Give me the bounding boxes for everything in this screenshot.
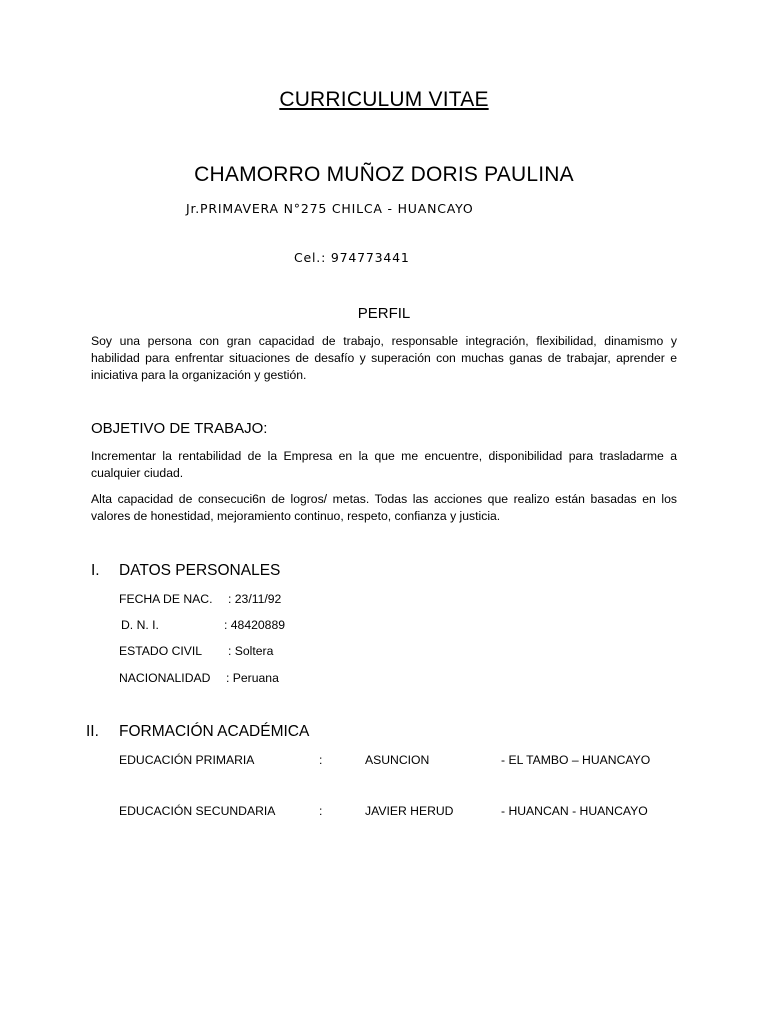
school-name: JAVIER HERUD [365,804,454,818]
field-value: : Soltera [228,644,274,658]
perfil-heading: PERFIL [357,305,411,322]
field-label: FECHA DE NAC. [119,592,213,606]
field-label: D. N. I. [121,618,159,632]
person-name: CHAMORRO MUÑOZ DORIS PAULINA [194,163,574,186]
section-number: I. [91,562,100,579]
field-label: NACIONALIDAD [119,671,211,685]
field-value: : 23/11/92 [228,592,282,606]
phone-number: Cel.: 974773441 [294,250,410,265]
education-level: EDUCACIÓN PRIMARIA [119,753,255,767]
separator: : [319,753,323,767]
section-number: II. [86,723,99,740]
section-title: DATOS PERSONALES [119,562,281,579]
address: Jr.PRIMAVERA N°275 CHILCA - HUANCAYO [186,201,474,216]
field-value: : 48420889 [224,618,285,632]
perfil-text: Soy una persona con gran capacidad de trabajo, responsable integración, flexibilidad, dinamismo y habilidad para enfrentar situaciones de desafío y superación con muchas ganas de trabajar, aprender e iniciativa para la organización y gestión. [91,334,677,382]
school-location: - HUANCAN - HUANCAYO [501,804,648,818]
school-name: ASUNCION [365,753,430,767]
school-location: - EL TAMBO – HUANCAYO [501,753,651,767]
objetivo-paragraph: Incrementar la rentabilidad de la Empresa en la que me encuentre, disponibilidad para trasladarme a cualquier ciudad. [91,449,677,480]
field-label: ESTADO CIVIL [119,644,203,658]
field-value: : Peruana [226,671,279,685]
education-level: EDUCACIÓN SECUNDARIA [119,804,276,818]
objetivo-heading: OBJETIVO DE TRABAJO: [91,420,268,437]
objetivo-paragraph: Alta capacidad de consecuci6n de logros/ metas. Todas las acciones que realizo están basadas en los valores de honestidad, mejoramiento continuo, respeto, confianza y justicia. [91,492,677,523]
document-title: CURRICULUM VITAE [279,88,489,111]
separator: : [319,804,323,818]
section-title: FORMACIÓN ACADÉMICA [119,723,310,740]
